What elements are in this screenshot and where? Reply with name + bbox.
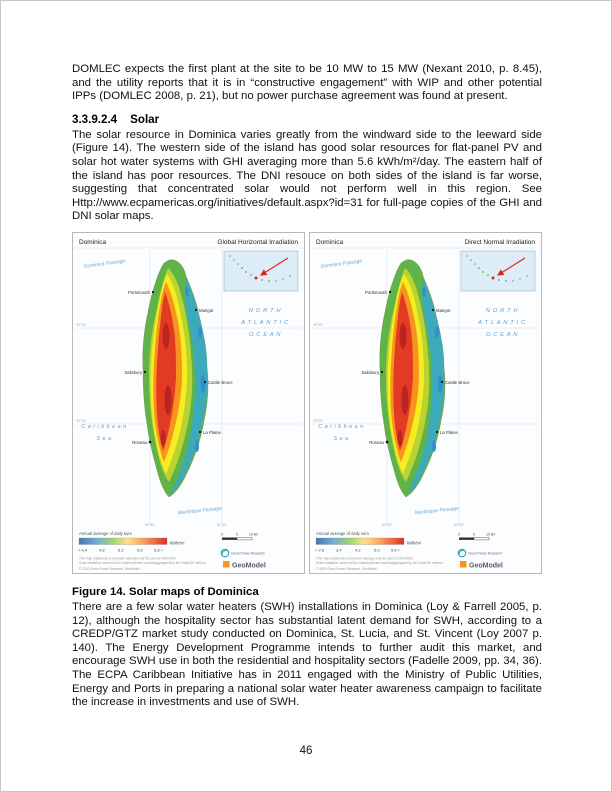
map-source-line-1: This map represents a long-term average over the period 1999-2009. (79, 556, 177, 561)
section-heading (72, 113, 542, 126)
town-label-castle-bruce: Castle Bruce (208, 379, 233, 385)
map-source-line-1: This map represents a long-term average over the period 1999-2009. (316, 556, 414, 561)
town-label-roseau: Roseau (369, 439, 384, 445)
svg-text:GeoModel: GeoModel (469, 562, 503, 570)
longitude-label: 61°40' (144, 522, 156, 527)
passage-label-bottom: Martinique Passage (414, 505, 460, 517)
sea-label-caribbean: C a r i b b e a n (318, 423, 364, 430)
legend-color-bar (316, 538, 404, 545)
svg-text:0: 0 (221, 532, 223, 537)
section-number: 3.3.9.2.4 (72, 112, 118, 126)
ocean-label-north: N O R T H (485, 307, 519, 314)
map-copyright: © 2010 Clean Power Research, GeoModel (316, 566, 377, 571)
passage-label-top: Dominica Passage (320, 258, 363, 270)
map-irradiation-title: Direct Normal Irradiation (464, 238, 535, 246)
town-label-castle-bruce: Castle Bruce (445, 379, 470, 385)
town-label-la-plaine: La Plaine (440, 429, 458, 435)
legend-tick-labels: < 4.4 4.8 5.2 5.6 5.8 < (78, 547, 164, 553)
svg-text:10 km: 10 km (486, 532, 496, 537)
svg-text:Clean Power Research: Clean Power Research (468, 551, 502, 556)
longitude-label: 61°40' (381, 522, 393, 527)
inset-locator-map (461, 251, 535, 291)
legend-tick-labels: < 2.6 3.4 4.2 5.0 5.8 < (315, 547, 401, 553)
svg-text:10 km: 10 km (249, 532, 259, 537)
town-label-portsmouth: Portsmouth (128, 289, 150, 295)
town-label-portsmouth: Portsmouth (365, 289, 387, 295)
town-label-roseau: Roseau (132, 439, 147, 445)
latitude-label: 15°20' (313, 418, 324, 423)
figure-caption: Figure 14. Solar maps of Dominica (72, 585, 259, 598)
ocean-label-atlantic: A T L A N T I C (478, 319, 526, 326)
legend-title: Annual average of daily sum (316, 530, 369, 536)
figure-14-solar-maps (72, 232, 542, 574)
legend-unit: kWh/m² (170, 540, 185, 546)
town-label-marigot: Marigot (436, 307, 451, 313)
map-source-line-2: Solar irradiation sourced from SolarAnywhere and disaggregated by the SolarGIS method. (316, 560, 444, 565)
paragraph-solar-resource: The solar resource in Dominica varies greatly from the windward side to the leeward side (Figure 14). The western side of the island has good solar resources for flat-panel PV and solar hot water systems with GHI averaging more than 5.6 kWh/m²/day. The eastern half of the island has poor resources. The DNI resouce on both sides of the island is far worse, suggesting that concentrated solar would not perform well in this region. See Http://www.ecpamericas.org/initiatives/default.aspx?id=31 for full-page copies of the GHI and DNI solar maps. (72, 128, 542, 223)
town-label-marigot: Marigot (199, 307, 214, 313)
passage-label-bottom: Martinique Passage (177, 505, 223, 517)
legend-unit: kWh/m² (407, 540, 422, 546)
map-panel-dni (309, 232, 542, 574)
paragraph-swh: There are a few solar water heaters (SWH) installations in Dominica (Loy & Farrell 2005, p. 12), although the hospitality sector has substantial latent demand for SWH, according to a CREDP/GTZ market study conducted on Dominica, St. Lucia, and St. Vincent (Loy 2007 p. 140). The Energy Development Programme intends to further audit this market, and encourage SWH use in both the residential and hospitality sectors (Fadelle 2009, pp. 34, 36). The ECPA Caribbean Initiative has in 2011 engaged with the Ministry of Public Utilities, Energy and Ports in preparing a national solar water heater awareness campaign to facilitate the increase in investments and use of SWH. (72, 600, 542, 709)
ocean-label-ocean: O C E A N (248, 331, 282, 338)
legend-title: Annual average of daily sum (79, 530, 132, 536)
longitude-label: 61°20' (216, 522, 228, 527)
ocean-label-north: N O R T H (248, 307, 282, 314)
legend-color-bar (79, 538, 167, 545)
sea-label-caribbean: C a r i b b e a n (81, 423, 127, 430)
map-source-line-2: Solar irradiation sourced from SolarAnywhere and disaggregated by the SolarGIS method. (79, 560, 207, 565)
sea-label-sea: S e a (96, 435, 112, 442)
page-number: 46 (299, 745, 313, 757)
page-content (72, 63, 542, 718)
passage-label-top: Dominica Passage (83, 258, 126, 270)
latitude-label: 15°20' (76, 418, 87, 423)
inset-dominica-dot (492, 276, 495, 279)
sea-label-sea: S e a (333, 435, 349, 442)
map-copyright: © 2010 Clean Power Research, GeoModel (79, 566, 140, 571)
map-region-title: Dominica (316, 238, 344, 246)
inset-dominica-dot (255, 276, 258, 279)
paragraph-domlec: DOMLEC expects the first plant at the site to be 10 MW to 15 MW (Nexant 2010, p. 8.45), and the utility reports that it is in “constructive engagement” with WIP and other potential IPPs (DOMLEC 2008, p. 21), but no power purchase agreement was found at present. (72, 63, 542, 103)
ocean-label-atlantic: A T L A N T I C (241, 319, 289, 326)
svg-text:Clean Power Research: Clean Power Research (231, 551, 265, 556)
svg-text:GeoModel: GeoModel (232, 562, 266, 570)
map-irradiation-title: Global Horizontal Irradiation (217, 238, 298, 246)
latitude-label: 15°40' (76, 322, 87, 327)
svg-text:5: 5 (236, 532, 238, 537)
longitude-label: 61°20' (453, 522, 465, 527)
section-title: Solar (130, 112, 160, 126)
ocean-label-ocean: O C E A N (485, 331, 519, 338)
town-label-salisbury: Salisbury (124, 369, 142, 375)
svg-text:0: 0 (458, 532, 460, 537)
town-label-salisbury: Salisbury (361, 369, 379, 375)
svg-text:5: 5 (473, 532, 475, 537)
map-region-title: Dominica (79, 238, 107, 246)
inset-locator-map (224, 251, 298, 291)
latitude-label: 15°40' (313, 322, 324, 327)
map-panel-ghi (72, 232, 305, 574)
town-label-la-plaine: La Plaine (203, 429, 221, 435)
